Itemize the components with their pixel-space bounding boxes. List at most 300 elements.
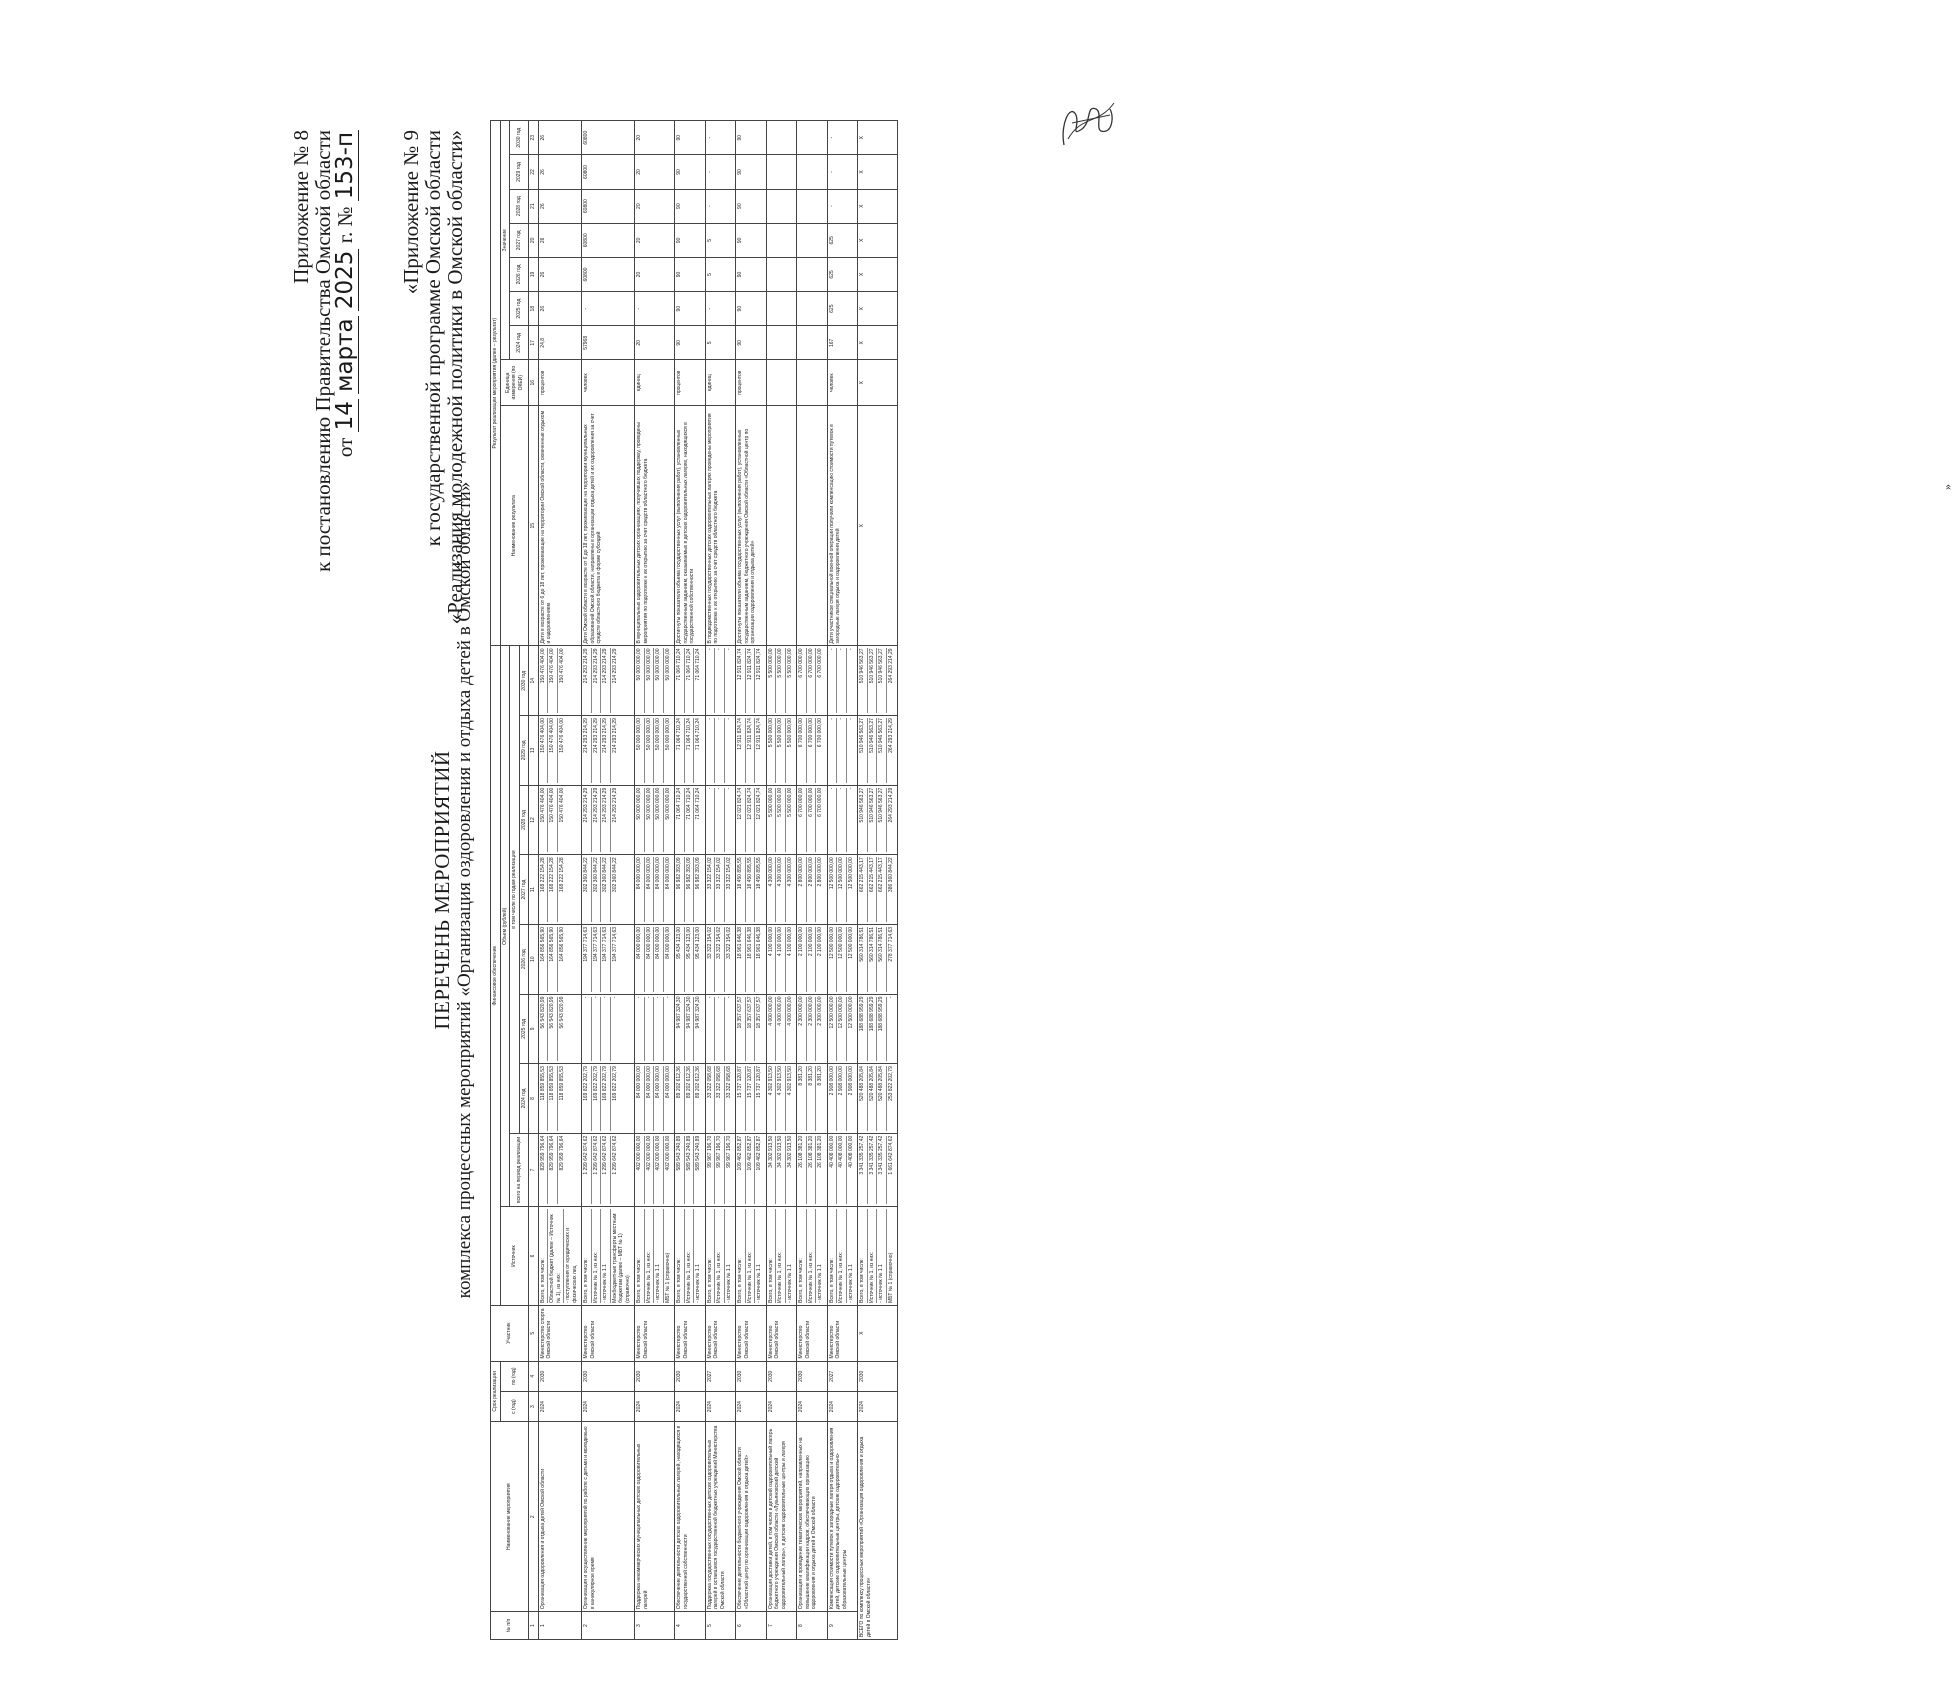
amount-value: 150 476 404,00 <box>540 788 549 853</box>
amount-value: 264 293 214,29 <box>887 648 894 684</box>
amount-y2030 <box>858 646 898 716</box>
date-month: марта <box>332 318 358 392</box>
participant <box>797 1305 828 1361</box>
participant-text: X <box>859 1331 865 1335</box>
amount-value: 194 377 714,63 <box>611 926 618 962</box>
amount-value: 34 302 913,50 <box>777 1136 786 1204</box>
amount-value: 2 800 000,00 <box>808 857 817 922</box>
target-value-text: 90 <box>737 203 743 209</box>
amount-value: 150 476 404,00 <box>540 648 549 713</box>
hdr-f2025: 2025 год <box>519 994 529 1064</box>
amount-value: - <box>829 648 838 713</box>
amount-value: 510 946 563,27 <box>869 648 878 713</box>
amount-value: 214 293 214,29 <box>583 718 592 783</box>
hdr-n: № п/п <box>491 1612 529 1640</box>
amount-value: 50 000 000,00 <box>655 788 664 853</box>
term-to-text: 2030 <box>859 1370 865 1382</box>
source-line: Всего, в том числе: <box>737 1209 746 1303</box>
hdr-name: Наименование мероприятия <box>491 1422 529 1612</box>
finance-sources <box>705 1207 736 1306</box>
amount-value: 188 688 959,29 <box>859 997 868 1062</box>
amount-value: 5 500 000,00 <box>786 718 793 748</box>
measures-table-body <box>538 121 898 1640</box>
table-row <box>538 121 582 1640</box>
target-value-text: 60800 <box>583 267 589 282</box>
result-text: X <box>859 524 865 528</box>
term-from <box>858 1391 898 1421</box>
target-value <box>705 189 736 223</box>
unit-text: процентов <box>676 370 682 395</box>
target-value <box>827 292 858 326</box>
target-value <box>635 121 675 155</box>
participant <box>736 1305 767 1361</box>
amount-value: 5 500 000,00 <box>786 648 793 678</box>
term-from <box>582 1391 635 1421</box>
result-name <box>827 405 858 645</box>
target-value <box>736 121 767 155</box>
amount-y2026 <box>705 924 736 994</box>
target-value <box>827 257 858 291</box>
participant <box>827 1305 858 1361</box>
amount-value: 12 911 824,74 <box>756 718 762 750</box>
hdr-f2028: 2028 год <box>519 785 529 855</box>
target-value <box>736 257 767 291</box>
source-line: Межбюджетные трансферты местным бюджетам (далее – МБТ № 1) (справочно) <box>611 1213 631 1303</box>
amount-y2027 <box>736 855 767 925</box>
amount-value: 50 000 000,00 <box>646 718 655 783</box>
amount-value: - <box>847 718 854 720</box>
amount-total <box>736 1133 767 1206</box>
target-value <box>538 257 582 291</box>
participant <box>705 1305 736 1361</box>
target-value-text: 57968 <box>583 335 589 350</box>
document-title <box>430 440 476 1340</box>
term-from <box>635 1391 675 1421</box>
amount-value: 99 967 196,70 <box>707 1136 716 1204</box>
amount-value: 520 488 205,84 <box>859 1066 868 1131</box>
amount-value: 12 500 000,00 <box>838 927 847 992</box>
result-name <box>538 405 582 645</box>
target-value-text: 26 <box>539 271 546 278</box>
amount-value: 194 377 714,63 <box>583 927 592 992</box>
participant <box>538 1305 582 1361</box>
amount-value: 302 360 844,22 <box>593 857 602 922</box>
amount-total <box>582 1133 635 1206</box>
amount-value: 34 302 913,50 <box>786 1135 793 1168</box>
measure-name-text: Организация оздоровления и отдыха детей Омской области <box>539 1468 546 1610</box>
source-line: Областной бюджет (далее – Источник № 1), из них: <box>549 1209 564 1303</box>
amount-total <box>538 1133 582 1206</box>
column-number: 7 <box>529 1133 539 1206</box>
amount-value: 169 822 202,79 <box>602 1066 611 1131</box>
column-number: 17 <box>529 326 539 360</box>
source-line: - источник № 1.1 <box>878 1209 887 1303</box>
amount-value: 118 859 855,53 <box>549 1066 558 1131</box>
amount-value: 71 064 710,24 <box>695 648 701 681</box>
amount-value: 95 434 123,00 <box>676 927 685 992</box>
result-name <box>705 405 736 645</box>
target-value <box>858 155 898 189</box>
hdr-v2030: 2030 год <box>510 121 529 155</box>
amount-value: 168 222 154,28 <box>558 857 565 893</box>
amount-value: 194 377 714,63 <box>593 927 602 992</box>
amount-y2028 <box>635 785 675 855</box>
term-to-text: 2027 <box>706 1370 713 1382</box>
participant <box>766 1305 797 1361</box>
amount-value: 1 661 642 874,62 <box>887 1135 894 1175</box>
amount-value: 1 299 642 874,62 <box>602 1136 611 1204</box>
target-value <box>797 257 828 291</box>
amount-value: 12 500 000,00 <box>829 857 838 922</box>
amount-y2030 <box>766 646 797 716</box>
amount-y2026 <box>582 924 635 994</box>
amount-value: 50 000 000,00 <box>664 718 671 751</box>
amount-value: 34 302 913,50 <box>768 1136 777 1204</box>
total-name-text: ВСЕГО по комплексу процессных мероприятий «Организация оздоровления и отдыха детей в Омской области» <box>859 1436 872 1637</box>
amount-value: 6 700 000,00 <box>817 648 823 678</box>
date-prefix: от <box>333 437 357 458</box>
amount-value: 150 476 404,00 <box>558 648 565 684</box>
row-number-text: 6 <box>737 1624 743 1627</box>
amount-value: 12 500 000,00 <box>838 997 847 1062</box>
target-value <box>582 155 635 189</box>
amount-value: - <box>636 997 645 1062</box>
target-value <box>766 223 797 257</box>
target-value <box>858 223 898 257</box>
target-value <box>675 223 706 257</box>
amount-value: 5 500 000,00 <box>768 718 777 783</box>
amount-value: 194 377 714,63 <box>602 927 611 992</box>
amount-y2025 <box>582 994 635 1064</box>
amount-value: 510 946 563,27 <box>869 788 878 853</box>
amount-value: 84 000 000,00 <box>664 857 671 890</box>
target-value-text: 90 <box>676 134 682 141</box>
target-value-text: 90 <box>676 305 682 312</box>
target-value <box>827 121 858 155</box>
term-to <box>635 1361 675 1391</box>
amount-value: 95 434 123,00 <box>695 926 701 959</box>
term-from <box>538 1391 582 1421</box>
unit-text: процентов <box>539 370 546 395</box>
amount-value: 84 000 000,00 <box>655 1066 664 1131</box>
amount-value: 33 322 154,02 <box>716 857 725 922</box>
amount-value: 214 293 214,29 <box>611 648 618 684</box>
target-value-text: 5 <box>706 341 713 345</box>
target-value <box>582 189 635 223</box>
amount-y2025 <box>827 994 858 1064</box>
result-name <box>797 405 828 645</box>
measure-name-text: Поддержка государственных государственных детских оздоровительных лагерей в оставшихся государственной бюджетных учреждений Министерства Омской области <box>706 1425 726 1610</box>
target-value-text: - <box>828 171 835 173</box>
amount-value: 169 822 202,79 <box>593 1066 602 1131</box>
finance-sources <box>736 1207 767 1306</box>
target-value <box>538 121 582 155</box>
amount-value: - <box>707 997 716 1062</box>
term-to <box>827 1361 858 1391</box>
source-line: Всего, в том числе: <box>829 1209 838 1303</box>
result-unit <box>736 360 767 406</box>
appendix2-line2: к государственной программе Омской области <box>421 130 445 547</box>
term-from-text: 2024 <box>676 1401 682 1413</box>
amount-value: 4 000 000,00 <box>777 997 786 1062</box>
row-number-text: 3 <box>636 1624 642 1627</box>
term-to-text: 2027 <box>828 1370 835 1382</box>
result-text: Дети участников специальной военной операции получили компенсацию стоимости путевок в загородные лагеря отдыха и оздоровления детей <box>828 424 841 644</box>
source-line: - источник № 1.1 <box>695 1264 701 1303</box>
amount-y2029 <box>827 716 858 786</box>
source-line: Источник № 1, из них: <box>646 1209 655 1303</box>
amount-y2028 <box>858 785 898 855</box>
target-value <box>675 257 706 291</box>
amount-value: - <box>847 787 854 790</box>
amount-value: 50 000 000,00 <box>664 648 671 681</box>
amount-y2028 <box>675 785 706 855</box>
amount-value: 150 476 404,00 <box>558 718 565 753</box>
date-year: 2025 <box>332 250 358 310</box>
amount-value: 302 360 844,22 <box>611 857 618 893</box>
target-value-text: 625 <box>828 270 835 279</box>
amount-value: 2 908 000,00 <box>838 1066 847 1131</box>
target-value <box>736 223 767 257</box>
amount-value: 12 911 824,74 <box>737 718 746 783</box>
term-from <box>675 1391 706 1421</box>
amount-value: 214 293 214,29 <box>583 788 592 853</box>
target-value <box>582 326 635 360</box>
result-unit <box>797 360 828 406</box>
amount-value: 164 856 565,90 <box>549 927 558 992</box>
amount-y2024 <box>766 1064 797 1134</box>
finance-sources <box>827 1207 858 1306</box>
column-numbers-row <box>529 121 539 1640</box>
amount-y2027 <box>797 855 828 925</box>
unit-text: единиц <box>706 374 713 392</box>
measures-table-wrap <box>490 120 898 1640</box>
amount-value: 71 064 710,24 <box>676 788 685 853</box>
amount-y2028 <box>736 785 767 855</box>
amount-y2027 <box>705 855 736 925</box>
amount-value: - <box>707 718 716 783</box>
target-value <box>736 189 767 223</box>
title-sub: комплекса процессных мероприятий «Организация оздоровления и отдыха детей в Омской области» <box>454 481 475 1299</box>
amount-value: 18 961 646,38 <box>747 927 756 992</box>
amount-y2024 <box>858 1064 898 1134</box>
amount-value: 71 064 710,24 <box>695 787 701 820</box>
amount-value: 18 961 646,38 <box>737 927 746 992</box>
amount-value: 1 299 642 874,62 <box>583 1136 592 1204</box>
hdr-from: с (год) <box>500 1391 529 1421</box>
finance-sources <box>858 1207 898 1306</box>
target-value <box>675 121 706 155</box>
amount-value: 510 946 563,27 <box>859 788 868 853</box>
term-to-text: 2030 <box>737 1370 743 1382</box>
source-line: Источник № 1, из них: <box>869 1209 878 1303</box>
amount-value: 8 381,20 <box>798 1066 807 1131</box>
amount-value: 5 500 000,00 <box>768 648 777 713</box>
amount-value: 50 000 000,00 <box>655 648 664 713</box>
target-value <box>827 189 858 223</box>
amount-value: 12 021 824,74 <box>756 787 762 820</box>
amount-value: 264 293 214,29 <box>887 718 894 753</box>
term-from <box>705 1391 736 1421</box>
target-value <box>675 189 706 223</box>
appendix2-line1: «Приложение № 9 <box>399 130 423 295</box>
hdr-term: Срок реализации <box>491 1361 501 1422</box>
amount-value: 99 967 196,70 <box>716 1136 725 1204</box>
amount-value: 40 408 000,00 <box>838 1136 847 1204</box>
amount-value: - <box>829 788 838 853</box>
target-value-text: 20 <box>636 237 642 244</box>
amount-value: 150 476 404,00 <box>549 788 558 853</box>
amount-value: - <box>838 648 847 713</box>
amount-value: 89 202 612,36 <box>695 1066 701 1099</box>
appendix2-line3: «Реализация молодежной политики в Омской области» <box>443 130 467 625</box>
hdr-unit: Единица измерения (по ОКЕИ) <box>500 360 529 406</box>
amount-y2029 <box>675 716 706 786</box>
amount-value: 96 982 393,09 <box>676 857 685 922</box>
amount-y2028 <box>797 785 828 855</box>
amount-value: 520 488 205,84 <box>869 1066 878 1131</box>
amount-value: - <box>725 996 732 999</box>
amount-value: - <box>725 648 732 651</box>
participant-text: Министерство спорта Омской области <box>539 1308 552 1359</box>
amount-value: 188 688 959,29 <box>869 997 878 1062</box>
hdr-participant: Участник <box>491 1305 529 1361</box>
amount-value: 96 982 393,09 <box>695 857 701 890</box>
term-from <box>736 1391 767 1421</box>
source-line: - источник № 1.1 <box>655 1209 664 1303</box>
column-number: 20 <box>529 223 539 257</box>
participant-text: Министерство Омской области <box>828 1320 841 1359</box>
date-g: г. <box>333 231 357 244</box>
hdr-total: всего на период реализации <box>510 1133 529 1206</box>
source-line: МБТ № 1 (справочно) <box>664 1252 671 1303</box>
source-line: Всего, в том числе: <box>798 1209 807 1303</box>
target-value-text: 625 <box>828 304 835 313</box>
target-value-text: X <box>859 204 865 208</box>
amount-value: 12 500 000,00 <box>838 857 847 922</box>
target-value <box>797 292 828 326</box>
amount-value: 89 202 612,36 <box>686 1066 695 1131</box>
target-value-text: 625 <box>828 236 835 245</box>
hdr-f2030: 2030 год <box>519 646 529 716</box>
amount-y2024 <box>827 1064 858 1134</box>
finance-sources <box>582 1207 635 1306</box>
amount-value: 4 300 000,00 <box>777 857 786 922</box>
target-value <box>858 189 898 223</box>
column-number: 1 <box>529 1612 539 1640</box>
source-line: Всего, в том числе: <box>707 1209 716 1303</box>
amount-y2030 <box>705 646 736 716</box>
target-value <box>766 326 797 360</box>
term-to <box>582 1361 635 1391</box>
amount-y2027 <box>858 855 898 925</box>
total-row <box>858 121 898 1640</box>
amount-value: 50 000 000,00 <box>664 787 671 820</box>
column-number: 19 <box>529 257 539 291</box>
column-number: 5 <box>529 1305 539 1361</box>
source-line: Источник № 1, из них: <box>808 1209 817 1303</box>
amount-value: 18 450 895,55 <box>737 857 746 922</box>
target-value <box>766 257 797 291</box>
target-value <box>635 223 675 257</box>
amount-value: 2 908 000,00 <box>829 1066 838 1131</box>
hdr-to: по (год) <box>500 1361 529 1391</box>
source-line: - источник № 1.1 <box>847 1264 854 1303</box>
measure-name-text: Компенсация стоимости путевок в загородные лагеря отдыха и оздоровления детей, детские оздоровительные центры, детские оздоровительно-образовательные центры <box>828 1427 848 1610</box>
target-value <box>766 121 797 155</box>
amount-value: 12 911 824,74 <box>737 648 746 713</box>
amount-value: 109 462 852,87 <box>747 1136 756 1204</box>
amount-value: 12 911 824,74 <box>756 648 762 681</box>
result-name <box>736 405 767 645</box>
term-from <box>797 1391 828 1421</box>
result-unit <box>858 360 898 406</box>
column-number: 16 <box>529 360 539 406</box>
amount-value: 1 299 642 874,62 <box>593 1136 602 1204</box>
amount-y2028 <box>582 785 635 855</box>
target-value <box>635 292 675 326</box>
target-value-text: 20 <box>636 169 642 175</box>
amount-value: 12 021 824,74 <box>737 788 746 853</box>
target-value <box>675 292 706 326</box>
target-value <box>675 326 706 360</box>
unit-text: единиц <box>636 374 642 392</box>
target-value <box>582 121 635 155</box>
amount-y2025 <box>635 994 675 1064</box>
amount-y2024 <box>797 1064 828 1134</box>
participant <box>582 1305 635 1361</box>
unit-text: человек <box>583 373 589 392</box>
amount-value: - <box>725 787 732 790</box>
amount-value: 662 215 443,17 <box>869 857 878 922</box>
target-value-text: 24,8 <box>539 337 546 348</box>
amount-value: 71 064 710,24 <box>686 648 695 713</box>
unit-text: X <box>859 381 865 385</box>
target-value-text: 20 <box>636 134 642 141</box>
source-line: Источник № 1, из них: <box>747 1209 756 1303</box>
target-value-text: 90 <box>676 169 682 175</box>
amount-value: 4 000 000,00 <box>768 997 777 1062</box>
column-number: 14 <box>529 646 539 716</box>
amount-y2025 <box>736 994 767 1064</box>
term-from-text: 2024 <box>767 1401 774 1413</box>
amount-y2029 <box>736 716 767 786</box>
table-row <box>797 121 828 1640</box>
amount-value: 6 700 000,00 <box>798 648 807 713</box>
amount-value: 84 000 000,00 <box>664 926 671 959</box>
hdr-by-years: в том числе по годам реализации <box>510 646 520 1133</box>
target-value-text: 167 <box>828 338 835 348</box>
amount-y2028 <box>538 785 582 855</box>
amount-value: 150 476 404,00 <box>549 648 558 713</box>
target-value-text: 90 <box>737 340 743 346</box>
participant-text: Министерство Омской области <box>767 1320 780 1359</box>
amount-y2024 <box>635 1064 675 1134</box>
amount-y2030 <box>675 646 706 716</box>
amount-value: - <box>593 997 602 1062</box>
amount-value: 510 946 563,27 <box>878 788 887 853</box>
source-line: Источник № 1, из них: <box>777 1209 786 1303</box>
amount-value: 6 700 000,00 <box>808 648 817 713</box>
term-to <box>538 1361 582 1391</box>
amount-y2026 <box>797 924 828 994</box>
amount-value: 4 000 000,00 <box>786 996 793 1026</box>
measure-name-text: Обеспечение деятельности бюджетного учреждения Омской области «Областной центр по организации оздоровления и отдыха детей» <box>737 1447 750 1610</box>
amount-y2028 <box>827 785 858 855</box>
amount-value: 214 293 214,29 <box>602 718 611 783</box>
target-value <box>736 292 767 326</box>
amount-value: 3 341 335 257,42 <box>869 1136 878 1204</box>
